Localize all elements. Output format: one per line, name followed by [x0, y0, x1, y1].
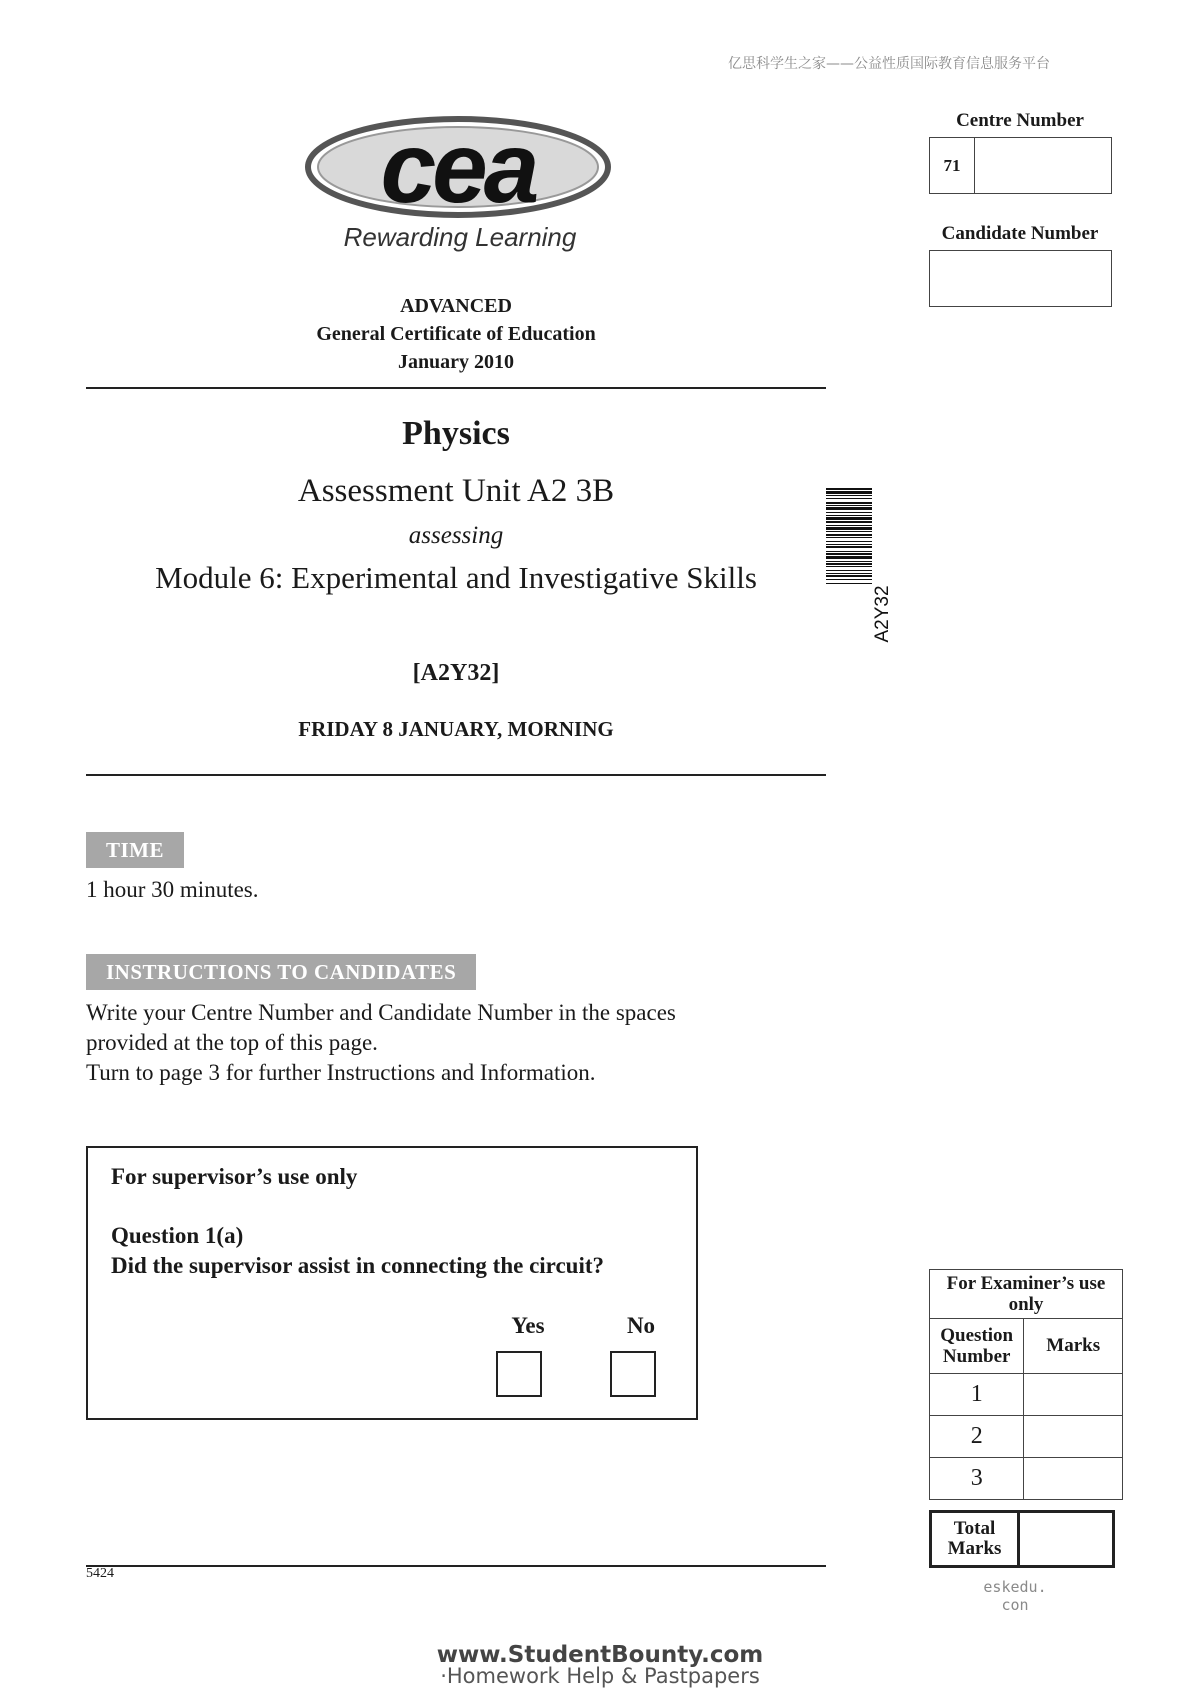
section-rule — [86, 774, 826, 776]
studentbounty-subtitle: ·Homework Help & Pastpapers — [440, 1664, 760, 1688]
barcode-bar — [826, 531, 872, 532]
barcode-bar — [826, 541, 872, 542]
barcode-bar — [826, 495, 872, 496]
barcode-bar — [826, 556, 872, 559]
examiner-table — [929, 1269, 1123, 1500]
time-value: 1 hour 30 minutes. — [86, 877, 259, 902]
supervisor-question: Question 1(a) — [111, 1223, 244, 1248]
paper-code: [A2Y32] — [412, 660, 500, 686]
barcode-bar — [826, 566, 872, 567]
barcode-bar — [826, 525, 872, 526]
centre-number-label: Centre Number — [956, 110, 1084, 131]
time-label: TIME — [86, 832, 184, 868]
no-label: No — [626, 1313, 656, 1338]
barcode-bar — [826, 527, 872, 530]
candidate-number-box[interactable] — [929, 250, 1112, 307]
question-row-1: 1 — [930, 1374, 1024, 1416]
logo-tagline: Rewarding Learning — [343, 222, 577, 252]
yes-label: Yes — [511, 1313, 545, 1338]
barcode-bar — [826, 491, 872, 494]
studentbounty-url[interactable]: www.StudentBounty.com — [436, 1642, 764, 1668]
col-question-number: Question Number — [930, 1319, 1024, 1374]
instructions-label: INSTRUCTIONS TO CANDIDATES — [86, 954, 476, 990]
barcode-bar — [826, 553, 872, 555]
col-marks: Marks — [1024, 1319, 1123, 1374]
marks-cell-2[interactable] — [1024, 1416, 1123, 1458]
question-row-3: 3 — [930, 1458, 1024, 1500]
question-row-2: 2 — [930, 1416, 1024, 1458]
barcode-bar — [826, 570, 872, 571]
session: January 2010 — [397, 351, 515, 373]
centre-number-prefix: 71 — [930, 138, 975, 193]
supervisor-prompt: Did the supervisor assist in connecting the circuit? — [111, 1253, 605, 1278]
footer-code: 5424 — [86, 1566, 114, 1581]
svg-text:cea: cea — [380, 112, 536, 224]
barcode-bar — [826, 579, 872, 580]
header-rule — [86, 387, 826, 389]
module-title: Module 6: Experimental and Investigative Skills — [155, 560, 757, 595]
barcode-bar — [826, 515, 872, 516]
barcode-bar — [826, 521, 872, 523]
yes-checkbox[interactable] — [496, 1351, 542, 1397]
assessing-label: assessing — [408, 522, 504, 549]
barcode-bar — [826, 534, 872, 536]
centre-number-box[interactable] — [929, 137, 1112, 194]
watermark-top: 亿思科学生之家——公益性质国际教育信息服务平台 — [728, 56, 1050, 72]
barcode-bar — [826, 546, 872, 548]
marks-cell-3[interactable] — [1024, 1458, 1123, 1500]
marks-cell-1[interactable] — [1024, 1374, 1123, 1416]
barcode-bar — [826, 507, 872, 510]
barcode-bar — [826, 551, 872, 552]
barcode-bar — [826, 512, 872, 513]
instructions-line-2: provided at the top of this page. — [86, 1030, 378, 1055]
barcode-text: A2Y32 — [872, 585, 893, 643]
barcode — [826, 488, 896, 684]
examiner-title: For Examiner’s use only — [930, 1270, 1123, 1319]
qualification: General Certificate of Education — [316, 323, 596, 345]
barcode-bar — [826, 517, 872, 520]
instructions-line-1: Write your Centre Number and Candidate Number in the spaces — [86, 1000, 676, 1025]
barcode-bar — [826, 537, 872, 538]
instructions-line-3: Turn to page 3 for further Instructions and Information. — [86, 1060, 596, 1085]
barcode-bar — [826, 561, 872, 562]
barcode-bar — [826, 575, 872, 577]
subject-title: Physics — [402, 415, 510, 452]
level: ADVANCED — [400, 295, 512, 317]
barcode-bar — [826, 488, 872, 490]
barcode-bar — [826, 544, 872, 545]
supervisor-title: For supervisor’s use only — [111, 1164, 358, 1189]
barcode-bar — [826, 583, 872, 584]
footer-rule — [86, 1565, 826, 1567]
barcode-bar — [826, 563, 872, 565]
assessment-unit: Assessment Unit A2 3B — [297, 473, 615, 509]
exam-date: FRIDAY 8 JANUARY, MORNING — [298, 717, 614, 741]
total-marks-box — [929, 1510, 1115, 1568]
barcode-bar — [826, 498, 872, 499]
eskedu-watermark: eskedu. con — [983, 1578, 1047, 1614]
candidate-number-label: Candidate Number — [941, 223, 1099, 244]
total-marks-cell[interactable] — [1020, 1513, 1112, 1565]
no-checkbox[interactable] — [610, 1351, 656, 1397]
total-marks-label: Total Marks — [932, 1513, 1020, 1565]
barcode-bar — [826, 505, 872, 506]
supervisor-box — [86, 1146, 698, 1420]
barcode-bar — [826, 502, 872, 504]
barcode-bar — [826, 573, 872, 574]
